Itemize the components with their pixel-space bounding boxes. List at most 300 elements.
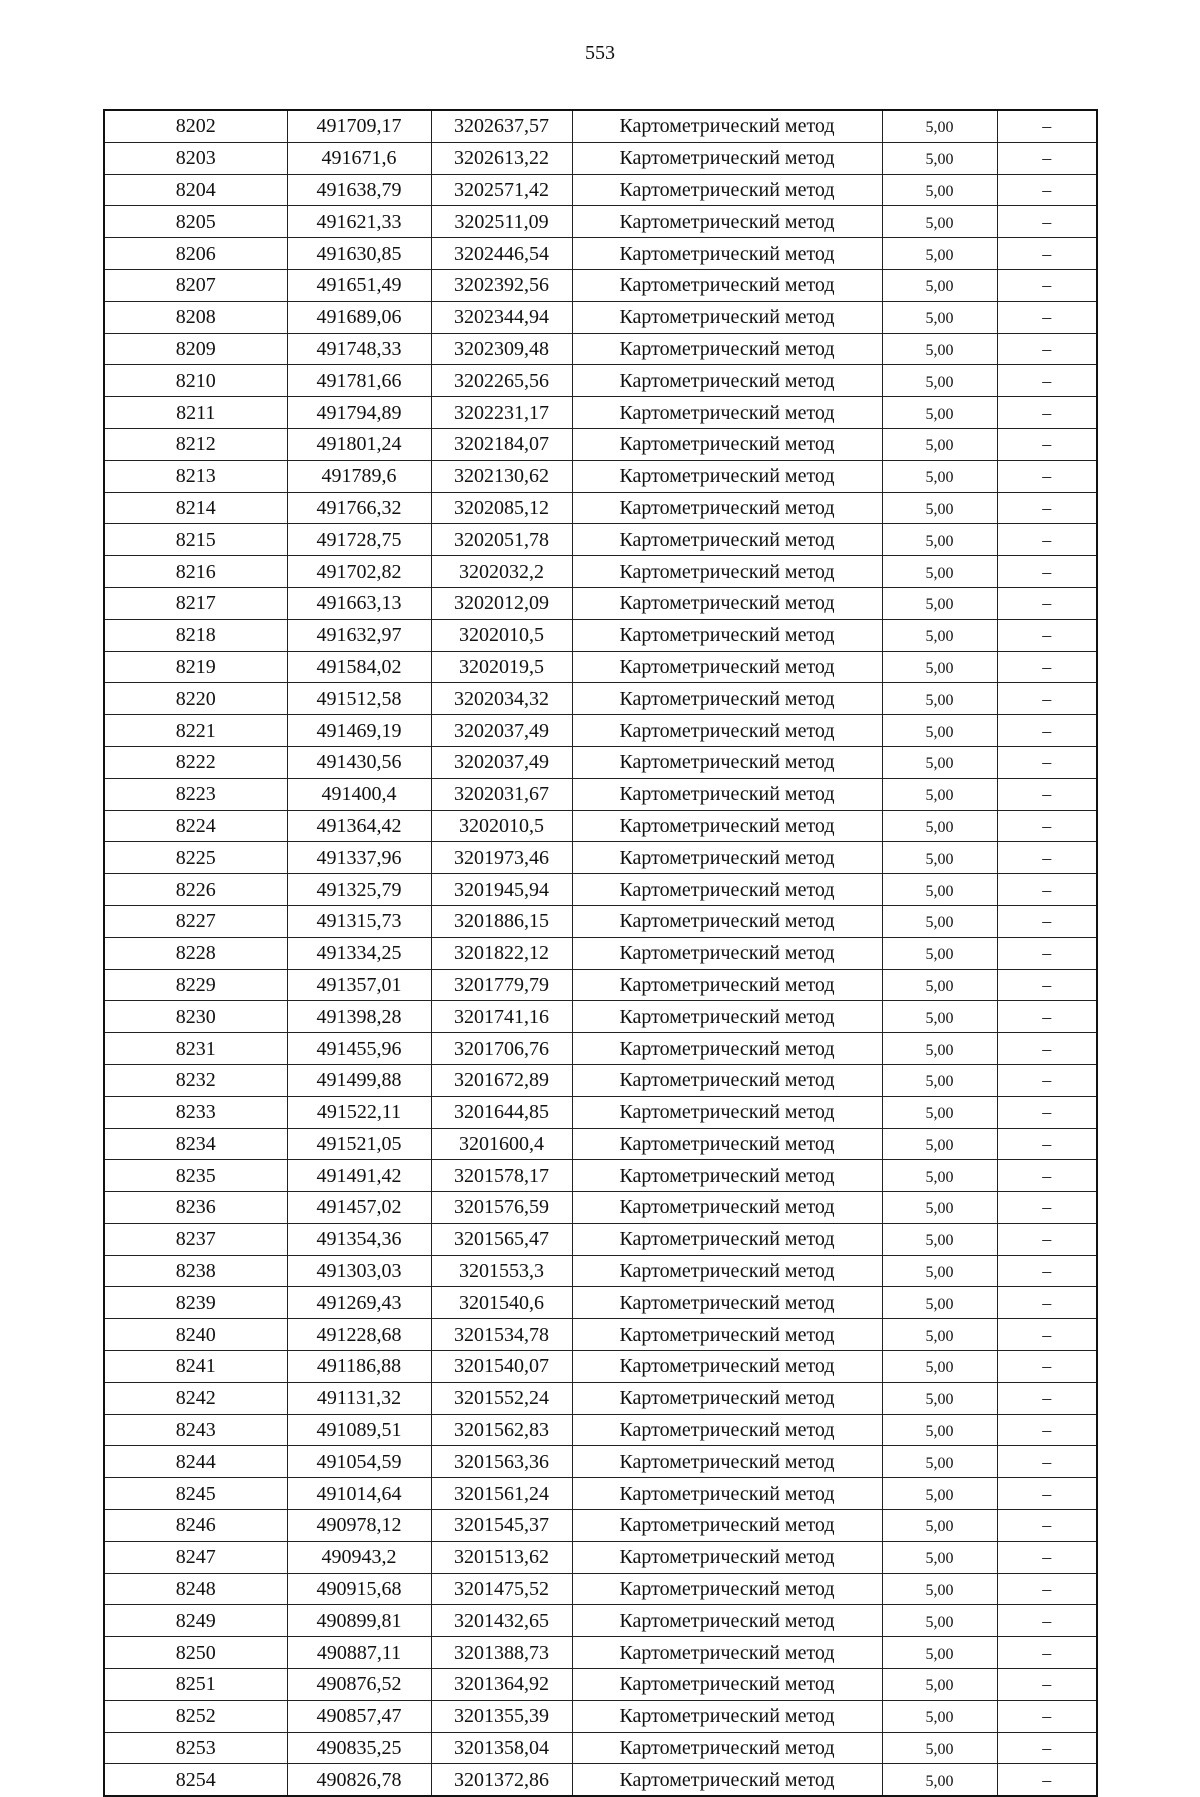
note-cell: – [997, 1064, 1097, 1096]
method-cell: Картометрический метод [572, 174, 882, 206]
method-cell: Картометрический метод [572, 746, 882, 778]
table-row [104, 1351, 1097, 1383]
note-cell: – [997, 460, 1097, 492]
y-coordinate-cell: 3202012,09 [431, 587, 572, 619]
method-cell: Картометрический метод [572, 206, 882, 238]
method-cell: Картометрический метод [572, 1096, 882, 1128]
accuracy-cell: 5,00 [882, 206, 997, 238]
method-cell: Картометрический метод [572, 810, 882, 842]
accuracy-cell: 5,00 [882, 110, 997, 142]
x-coordinate-cell: 491054,59 [287, 1446, 431, 1478]
y-coordinate-cell: 3201534,78 [431, 1319, 572, 1351]
point-number-cell: 8253 [104, 1732, 287, 1764]
coordinates-table-body [104, 110, 1097, 1796]
y-coordinate-cell: 3202309,48 [431, 333, 572, 365]
point-number-cell: 8220 [104, 683, 287, 715]
x-coordinate-cell: 491671,6 [287, 142, 431, 174]
point-number-cell: 8240 [104, 1319, 287, 1351]
table-row [104, 778, 1097, 810]
y-coordinate-cell: 3202085,12 [431, 492, 572, 524]
method-cell: Картометрический метод [572, 1351, 882, 1383]
x-coordinate-cell: 491789,6 [287, 460, 431, 492]
point-number-cell: 8211 [104, 397, 287, 429]
point-number-cell: 8224 [104, 810, 287, 842]
table-row [104, 619, 1097, 651]
note-cell: – [997, 1382, 1097, 1414]
table-row [104, 1064, 1097, 1096]
accuracy-cell: 5,00 [882, 619, 997, 651]
point-number-cell: 8209 [104, 333, 287, 365]
x-coordinate-cell: 490915,68 [287, 1573, 431, 1605]
y-coordinate-cell: 3201364,92 [431, 1669, 572, 1701]
accuracy-cell: 5,00 [882, 1541, 997, 1573]
note-cell: – [997, 1478, 1097, 1510]
point-number-cell: 8246 [104, 1510, 287, 1542]
x-coordinate-cell: 491621,33 [287, 206, 431, 238]
accuracy-cell: 5,00 [882, 1319, 997, 1351]
y-coordinate-cell: 3202231,17 [431, 397, 572, 429]
method-cell: Картометрический метод [572, 1160, 882, 1192]
y-coordinate-cell: 3201372,86 [431, 1764, 572, 1796]
table-row [104, 969, 1097, 1001]
table-row [104, 1319, 1097, 1351]
point-number-cell: 8225 [104, 842, 287, 874]
coordinates-table [103, 109, 1098, 1797]
point-number-cell: 8248 [104, 1573, 287, 1605]
method-cell: Картометрический метод [572, 492, 882, 524]
accuracy-cell: 5,00 [882, 301, 997, 333]
accuracy-cell: 5,00 [882, 1700, 997, 1732]
note-cell: – [997, 1096, 1097, 1128]
note-cell: – [997, 301, 1097, 333]
method-cell: Картометрический метод [572, 1382, 882, 1414]
x-coordinate-cell: 491512,58 [287, 683, 431, 715]
method-cell: Картометрический метод [572, 1669, 882, 1701]
note-cell: – [997, 651, 1097, 683]
x-coordinate-cell: 491354,36 [287, 1223, 431, 1255]
y-coordinate-cell: 3201540,07 [431, 1351, 572, 1383]
point-number-cell: 8203 [104, 142, 287, 174]
y-coordinate-cell: 3202511,09 [431, 206, 572, 238]
x-coordinate-cell: 490835,25 [287, 1732, 431, 1764]
note-cell: – [997, 1414, 1097, 1446]
method-cell: Картометрический метод [572, 1573, 882, 1605]
method-cell: Картометрический метод [572, 715, 882, 747]
accuracy-cell: 5,00 [882, 1764, 997, 1796]
point-number-cell: 8212 [104, 428, 287, 460]
x-coordinate-cell: 491357,01 [287, 969, 431, 1001]
note-cell: – [997, 142, 1097, 174]
point-number-cell: 8236 [104, 1192, 287, 1224]
accuracy-cell: 5,00 [882, 1287, 997, 1319]
x-coordinate-cell: 491632,97 [287, 619, 431, 651]
y-coordinate-cell: 3202010,5 [431, 619, 572, 651]
table-row [104, 1669, 1097, 1701]
x-coordinate-cell: 490876,52 [287, 1669, 431, 1701]
accuracy-cell: 5,00 [882, 842, 997, 874]
note-cell: – [997, 556, 1097, 588]
accuracy-cell: 5,00 [882, 683, 997, 715]
accuracy-cell: 5,00 [882, 1160, 997, 1192]
x-coordinate-cell: 491400,4 [287, 778, 431, 810]
note-cell: – [997, 238, 1097, 270]
point-number-cell: 8234 [104, 1128, 287, 1160]
table-row [104, 428, 1097, 460]
note-cell: – [997, 524, 1097, 556]
accuracy-cell: 5,00 [882, 492, 997, 524]
method-cell: Картометрический метод [572, 110, 882, 142]
table-row [104, 1541, 1097, 1573]
method-cell: Картометрический метод [572, 460, 882, 492]
note-cell: – [997, 1255, 1097, 1287]
note-cell: – [997, 1160, 1097, 1192]
table-row [104, 460, 1097, 492]
note-cell: – [997, 1605, 1097, 1637]
accuracy-cell: 5,00 [882, 746, 997, 778]
table-row [104, 683, 1097, 715]
table-row [104, 1700, 1097, 1732]
accuracy-cell: 5,00 [882, 1223, 997, 1255]
y-coordinate-cell: 3201388,73 [431, 1637, 572, 1669]
y-coordinate-cell: 3202037,49 [431, 715, 572, 747]
accuracy-cell: 5,00 [882, 1001, 997, 1033]
accuracy-cell: 5,00 [882, 1669, 997, 1701]
y-coordinate-cell: 3202034,32 [431, 683, 572, 715]
x-coordinate-cell: 491334,25 [287, 937, 431, 969]
table-row [104, 1414, 1097, 1446]
y-coordinate-cell: 3201475,52 [431, 1573, 572, 1605]
table-row [104, 524, 1097, 556]
y-coordinate-cell: 3202571,42 [431, 174, 572, 206]
x-coordinate-cell: 490978,12 [287, 1510, 431, 1542]
method-cell: Картометрический метод [572, 1700, 882, 1732]
point-number-cell: 8205 [104, 206, 287, 238]
y-coordinate-cell: 3202010,5 [431, 810, 572, 842]
method-cell: Картометрический метод [572, 524, 882, 556]
note-cell: – [997, 1446, 1097, 1478]
note-cell: – [997, 397, 1097, 429]
method-cell: Картометрический метод [572, 1637, 882, 1669]
x-coordinate-cell: 491781,66 [287, 365, 431, 397]
point-number-cell: 8231 [104, 1033, 287, 1065]
table-row [104, 1128, 1097, 1160]
table-row [104, 269, 1097, 301]
accuracy-cell: 5,00 [882, 1478, 997, 1510]
page-number: 553 [585, 42, 615, 64]
table-row [104, 1732, 1097, 1764]
table-row [104, 1382, 1097, 1414]
point-number-cell: 8233 [104, 1096, 287, 1128]
note-cell: – [997, 1223, 1097, 1255]
table-row [104, 715, 1097, 747]
method-cell: Картометрический метод [572, 365, 882, 397]
x-coordinate-cell: 491186,88 [287, 1351, 431, 1383]
x-coordinate-cell: 491014,64 [287, 1478, 431, 1510]
accuracy-cell: 5,00 [882, 428, 997, 460]
method-cell: Картометрический метод [572, 1033, 882, 1065]
x-coordinate-cell: 490943,2 [287, 1541, 431, 1573]
y-coordinate-cell: 3201552,24 [431, 1382, 572, 1414]
x-coordinate-cell: 491794,89 [287, 397, 431, 429]
note-cell: – [997, 746, 1097, 778]
x-coordinate-cell: 490899,81 [287, 1605, 431, 1637]
note-cell: – [997, 1001, 1097, 1033]
y-coordinate-cell: 3201432,65 [431, 1605, 572, 1637]
point-number-cell: 8208 [104, 301, 287, 333]
y-coordinate-cell: 3201822,12 [431, 937, 572, 969]
accuracy-cell: 5,00 [882, 269, 997, 301]
table-row [104, 1573, 1097, 1605]
accuracy-cell: 5,00 [882, 874, 997, 906]
method-cell: Картометрический метод [572, 1192, 882, 1224]
note-cell: – [997, 715, 1097, 747]
point-number-cell: 8228 [104, 937, 287, 969]
method-cell: Картометрический метод [572, 1446, 882, 1478]
note-cell: – [997, 1033, 1097, 1065]
point-number-cell: 8245 [104, 1478, 287, 1510]
note-cell: – [997, 1319, 1097, 1351]
method-cell: Картометрический метод [572, 1732, 882, 1764]
y-coordinate-cell: 3202031,67 [431, 778, 572, 810]
y-coordinate-cell: 3202265,56 [431, 365, 572, 397]
note-cell: – [997, 1351, 1097, 1383]
x-coordinate-cell: 491315,73 [287, 905, 431, 937]
accuracy-cell: 5,00 [882, 1732, 997, 1764]
point-number-cell: 8247 [104, 1541, 287, 1573]
y-coordinate-cell: 3201706,76 [431, 1033, 572, 1065]
x-coordinate-cell: 491131,32 [287, 1382, 431, 1414]
accuracy-cell: 5,00 [882, 587, 997, 619]
x-coordinate-cell: 491089,51 [287, 1414, 431, 1446]
table-row [104, 1192, 1097, 1224]
point-number-cell: 8217 [104, 587, 287, 619]
table-row [104, 1255, 1097, 1287]
point-number-cell: 8223 [104, 778, 287, 810]
x-coordinate-cell: 491430,56 [287, 746, 431, 778]
point-number-cell: 8251 [104, 1669, 287, 1701]
method-cell: Картометрический метод [572, 969, 882, 1001]
x-coordinate-cell: 491364,42 [287, 810, 431, 842]
y-coordinate-cell: 3202184,07 [431, 428, 572, 460]
x-coordinate-cell: 491702,82 [287, 556, 431, 588]
method-cell: Картометрический метод [572, 1255, 882, 1287]
point-number-cell: 8238 [104, 1255, 287, 1287]
note-cell: – [997, 110, 1097, 142]
accuracy-cell: 5,00 [882, 1033, 997, 1065]
table-row [104, 1637, 1097, 1669]
x-coordinate-cell: 491303,03 [287, 1255, 431, 1287]
table-row [104, 1033, 1097, 1065]
x-coordinate-cell: 491455,96 [287, 1033, 431, 1065]
accuracy-cell: 5,00 [882, 1096, 997, 1128]
method-cell: Картометрический метод [572, 1541, 882, 1573]
accuracy-cell: 5,00 [882, 1255, 997, 1287]
note-cell: – [997, 428, 1097, 460]
method-cell: Картометрический метод [572, 905, 882, 937]
table-row [104, 1287, 1097, 1319]
accuracy-cell: 5,00 [882, 142, 997, 174]
note-cell: – [997, 587, 1097, 619]
y-coordinate-cell: 3201358,04 [431, 1732, 572, 1764]
point-number-cell: 8229 [104, 969, 287, 1001]
point-number-cell: 8221 [104, 715, 287, 747]
method-cell: Картометрический метод [572, 619, 882, 651]
y-coordinate-cell: 3201644,85 [431, 1096, 572, 1128]
point-number-cell: 8252 [104, 1700, 287, 1732]
method-cell: Картометрический метод [572, 651, 882, 683]
method-cell: Картометрический метод [572, 1478, 882, 1510]
point-number-cell: 8230 [104, 1001, 287, 1033]
note-cell: – [997, 1128, 1097, 1160]
note-cell: – [997, 619, 1097, 651]
y-coordinate-cell: 3202051,78 [431, 524, 572, 556]
x-coordinate-cell: 491584,02 [287, 651, 431, 683]
x-coordinate-cell: 491651,49 [287, 269, 431, 301]
table-row [104, 333, 1097, 365]
x-coordinate-cell: 490887,11 [287, 1637, 431, 1669]
accuracy-cell: 5,00 [882, 715, 997, 747]
x-coordinate-cell: 491522,11 [287, 1096, 431, 1128]
method-cell: Картометрический метод [572, 1510, 882, 1542]
accuracy-cell: 5,00 [882, 810, 997, 842]
accuracy-cell: 5,00 [882, 969, 997, 1001]
x-coordinate-cell: 491491,42 [287, 1160, 431, 1192]
point-number-cell: 8250 [104, 1637, 287, 1669]
x-coordinate-cell: 491728,75 [287, 524, 431, 556]
accuracy-cell: 5,00 [882, 174, 997, 206]
method-cell: Картометрический метод [572, 1414, 882, 1446]
y-coordinate-cell: 3201553,3 [431, 1255, 572, 1287]
y-coordinate-cell: 3201779,79 [431, 969, 572, 1001]
method-cell: Картометрический метод [572, 1128, 882, 1160]
note-cell: – [997, 1192, 1097, 1224]
y-coordinate-cell: 3201562,83 [431, 1414, 572, 1446]
accuracy-cell: 5,00 [882, 365, 997, 397]
note-cell: – [997, 842, 1097, 874]
point-number-cell: 8210 [104, 365, 287, 397]
table-row [104, 1096, 1097, 1128]
method-cell: Картометрический метод [572, 556, 882, 588]
note-cell: – [997, 1510, 1097, 1542]
table-row [104, 556, 1097, 588]
method-cell: Картометрический метод [572, 683, 882, 715]
x-coordinate-cell: 490857,47 [287, 1700, 431, 1732]
y-coordinate-cell: 3201741,16 [431, 1001, 572, 1033]
accuracy-cell: 5,00 [882, 397, 997, 429]
x-coordinate-cell: 490826,78 [287, 1764, 431, 1796]
accuracy-cell: 5,00 [882, 1573, 997, 1605]
point-number-cell: 8237 [104, 1223, 287, 1255]
y-coordinate-cell: 3202130,62 [431, 460, 572, 492]
point-number-cell: 8242 [104, 1382, 287, 1414]
note-cell: – [997, 937, 1097, 969]
y-coordinate-cell: 3201973,46 [431, 842, 572, 874]
accuracy-cell: 5,00 [882, 1510, 997, 1542]
x-coordinate-cell: 491499,88 [287, 1064, 431, 1096]
point-number-cell: 8214 [104, 492, 287, 524]
accuracy-cell: 5,00 [882, 1128, 997, 1160]
x-coordinate-cell: 491709,17 [287, 110, 431, 142]
x-coordinate-cell: 491630,85 [287, 238, 431, 270]
y-coordinate-cell: 3201886,15 [431, 905, 572, 937]
accuracy-cell: 5,00 [882, 1192, 997, 1224]
point-number-cell: 8244 [104, 1446, 287, 1478]
point-number-cell: 8241 [104, 1351, 287, 1383]
table-row [104, 142, 1097, 174]
method-cell: Картометрический метод [572, 269, 882, 301]
point-number-cell: 8227 [104, 905, 287, 937]
y-coordinate-cell: 3202019,5 [431, 651, 572, 683]
y-coordinate-cell: 3201945,94 [431, 874, 572, 906]
table-row [104, 492, 1097, 524]
note-cell: – [997, 333, 1097, 365]
note-cell: – [997, 1700, 1097, 1732]
x-coordinate-cell: 491337,96 [287, 842, 431, 874]
x-coordinate-cell: 491398,28 [287, 1001, 431, 1033]
table-row [104, 651, 1097, 683]
table-row [104, 1446, 1097, 1478]
table-row [104, 1160, 1097, 1192]
accuracy-cell: 5,00 [882, 778, 997, 810]
point-number-cell: 8235 [104, 1160, 287, 1192]
note-cell: – [997, 905, 1097, 937]
note-cell: – [997, 206, 1097, 238]
note-cell: – [997, 1732, 1097, 1764]
accuracy-cell: 5,00 [882, 460, 997, 492]
x-coordinate-cell: 491521,05 [287, 1128, 431, 1160]
x-coordinate-cell: 491663,13 [287, 587, 431, 619]
point-number-cell: 8218 [104, 619, 287, 651]
x-coordinate-cell: 491801,24 [287, 428, 431, 460]
method-cell: Картометрический метод [572, 333, 882, 365]
method-cell: Картометрический метод [572, 937, 882, 969]
note-cell: – [997, 1287, 1097, 1319]
x-coordinate-cell: 491228,68 [287, 1319, 431, 1351]
method-cell: Картометрический метод [572, 1001, 882, 1033]
accuracy-cell: 5,00 [882, 937, 997, 969]
accuracy-cell: 5,00 [882, 1446, 997, 1478]
accuracy-cell: 5,00 [882, 1605, 997, 1637]
y-coordinate-cell: 3202032,2 [431, 556, 572, 588]
table-row [104, 1223, 1097, 1255]
y-coordinate-cell: 3201578,17 [431, 1160, 572, 1192]
point-number-cell: 8204 [104, 174, 287, 206]
note-cell: – [997, 778, 1097, 810]
point-number-cell: 8202 [104, 110, 287, 142]
accuracy-cell: 5,00 [882, 1637, 997, 1669]
table-row [104, 874, 1097, 906]
note-cell: – [997, 1637, 1097, 1669]
accuracy-cell: 5,00 [882, 1351, 997, 1383]
x-coordinate-cell: 491457,02 [287, 1192, 431, 1224]
y-coordinate-cell: 3201672,89 [431, 1064, 572, 1096]
note-cell: – [997, 269, 1097, 301]
x-coordinate-cell: 491748,33 [287, 333, 431, 365]
y-coordinate-cell: 3201355,39 [431, 1700, 572, 1732]
note-cell: – [997, 1764, 1097, 1796]
y-coordinate-cell: 3202446,54 [431, 238, 572, 270]
table-row [104, 746, 1097, 778]
point-number-cell: 8222 [104, 746, 287, 778]
table-row [104, 1605, 1097, 1637]
note-cell: – [997, 492, 1097, 524]
y-coordinate-cell: 3202037,49 [431, 746, 572, 778]
note-cell: – [997, 174, 1097, 206]
table-row [104, 1478, 1097, 1510]
table-row [104, 397, 1097, 429]
x-coordinate-cell: 491638,79 [287, 174, 431, 206]
table-row [104, 1510, 1097, 1542]
